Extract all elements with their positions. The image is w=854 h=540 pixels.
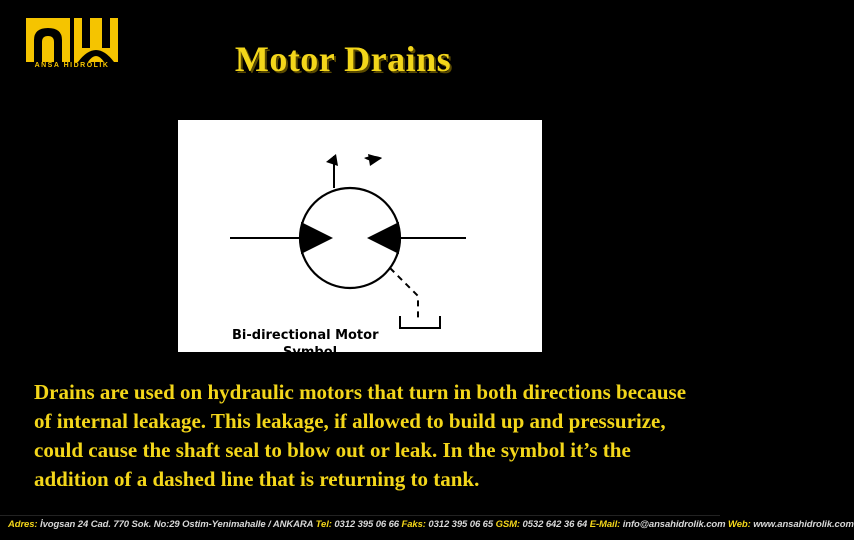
footer-email-label: E-Mail:	[589, 519, 621, 530]
footer-gsm-label: GSM:	[495, 519, 520, 530]
body-paragraph: Drains are used on hydraulic motors that turn in both directions because of internal leakage. This leakage, if allowed to build up and pressurize, could cause the shaft seal to blow out or leak. In the symbol it’s the addition of a dashed line that is returning to tank.	[34, 380, 687, 491]
footer-fax: 0312 395 06 65	[428, 519, 494, 530]
footer-email[interactable]: info@ansahidrolik.com	[622, 519, 726, 530]
footer-web[interactable]: www.ansahidrolik.com	[753, 519, 854, 530]
footer-fax-label: Faks:	[401, 519, 426, 530]
figure-caption-2: Symbol	[283, 345, 338, 360]
footer-tel-label: Tel:	[315, 519, 332, 530]
footer-gsm: 0532 642 36 64	[522, 519, 588, 530]
figure-caption: Bi-directional Motor	[232, 328, 379, 343]
footer-contact	[8, 519, 854, 530]
footer-address: İvogsan 24 Cad. 770 Sok. No:29 Ostim-Yenimahalle / ANKARA	[40, 519, 314, 530]
logo-text: ANSA HIDROLIK	[34, 62, 110, 69]
footer-bar	[0, 515, 854, 540]
footer-tel: 0312 395 06 66	[334, 519, 399, 530]
motor-symbol-figure	[178, 120, 542, 360]
footer-address-label: Adres:	[8, 519, 38, 530]
slide-title: Motor Drains	[234, 39, 452, 79]
footer-web-label: Web:	[728, 519, 751, 530]
bidirectional-motor-symbol-icon	[178, 120, 542, 352]
